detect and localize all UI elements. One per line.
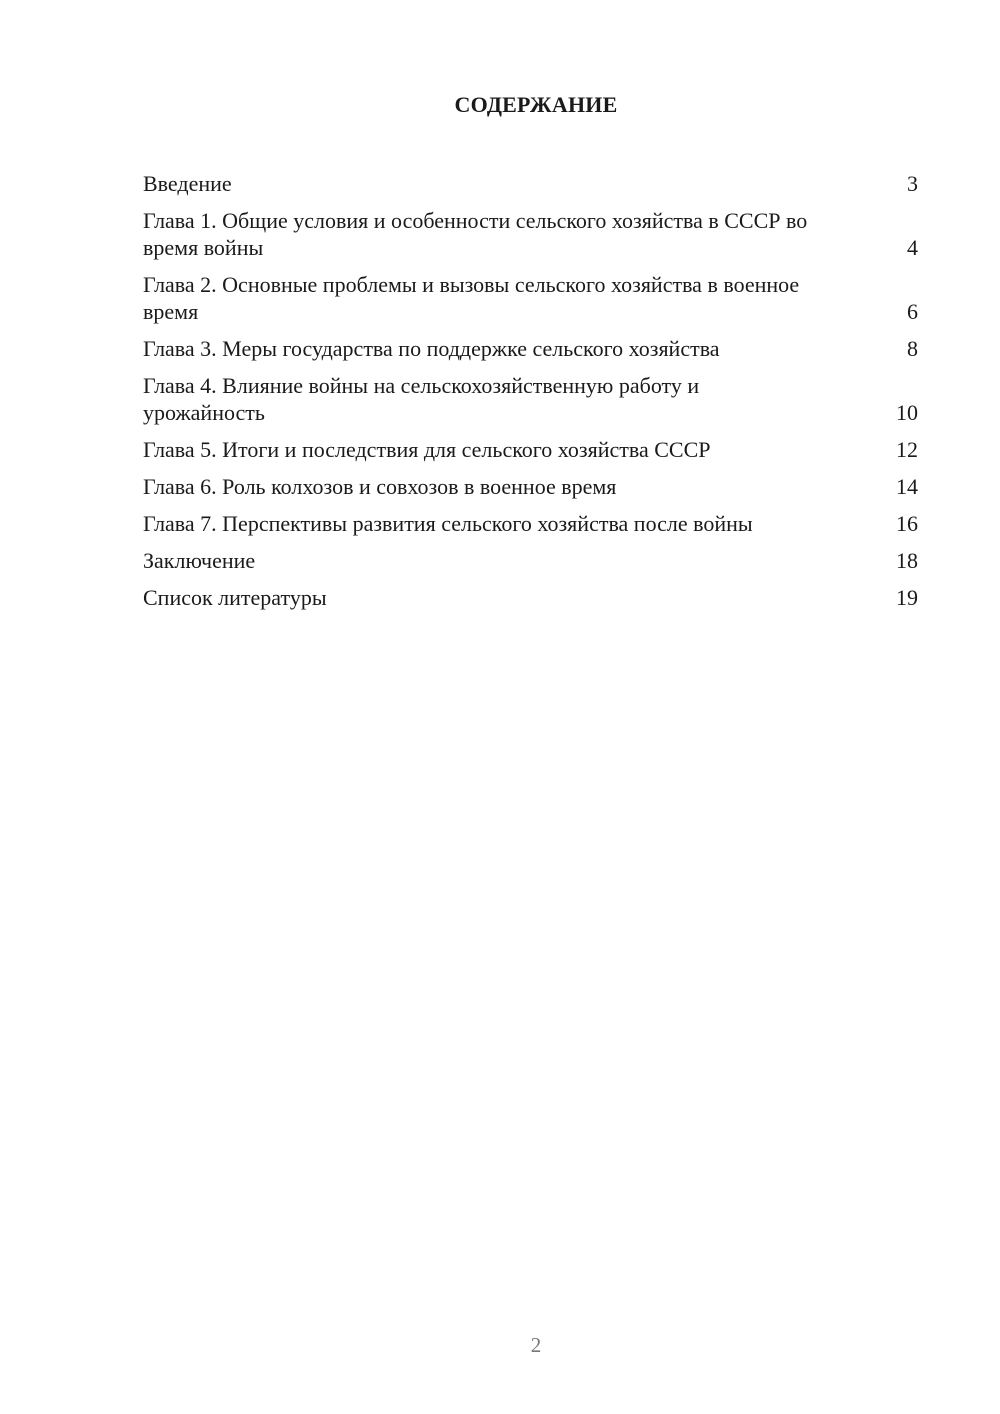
toc-entry-page: 4 (907, 235, 918, 260)
toc-entry-chapter-4[interactable] (143, 372, 918, 426)
toc-entry-bibliography[interactable] (143, 584, 918, 611)
toc-entry-title: Заключение (143, 548, 256, 573)
toc-entry-page: 12 (896, 437, 918, 462)
page-title: СОДЕРЖАНИЕ (454, 92, 618, 117)
toc-entry-page: 16 (896, 511, 918, 536)
toc-entry-page: 6 (907, 299, 918, 324)
table-of-contents (143, 170, 918, 621)
toc-entry-page: 10 (896, 400, 918, 425)
toc-entry-title: Глава 3. Меры государства по поддержке сельского хозяйства (143, 336, 720, 361)
toc-entry-title: Введение (143, 171, 232, 196)
toc-entry-page: 14 (896, 474, 918, 499)
toc-entry-page: 3 (907, 171, 918, 196)
toc-entry-introduction[interactable] (143, 170, 918, 197)
toc-entry-chapter-6[interactable] (143, 473, 918, 500)
toc-entry-page: 18 (896, 548, 918, 573)
toc-entry-page: 19 (896, 585, 918, 610)
toc-entry-chapter-7[interactable] (143, 510, 918, 537)
toc-entry-page: 8 (907, 336, 918, 361)
toc-entry-title: Список литературы (143, 585, 327, 610)
toc-entry-title: Глава 5. Итоги и последствия для сельского хозяйства СССР (143, 437, 711, 462)
page-number: 2 (530, 1333, 542, 1357)
toc-entry-title: Глава 2. Основные проблемы и вызовы сельского хозяйства в военное время (143, 272, 800, 324)
toc-entry-chapter-1[interactable] (143, 207, 918, 261)
toc-entry-title: Глава 1. Общие условия и особенности сельского хозяйства в СССР во время войны (143, 208, 808, 260)
toc-entry-chapter-5[interactable] (143, 436, 918, 463)
toc-entry-title: Глава 6. Роль колхозов и совхозов в военное время (143, 474, 617, 499)
toc-entry-chapter-2[interactable] (143, 271, 918, 325)
toc-entry-chapter-3[interactable] (143, 335, 918, 362)
toc-entry-title: Глава 4. Влияние войны на сельскохозяйственную работу и урожайность (143, 373, 700, 425)
toc-entry-conclusion[interactable] (143, 547, 918, 574)
toc-entry-title: Глава 7. Перспективы развития сельского хозяйства после войны (143, 511, 753, 536)
